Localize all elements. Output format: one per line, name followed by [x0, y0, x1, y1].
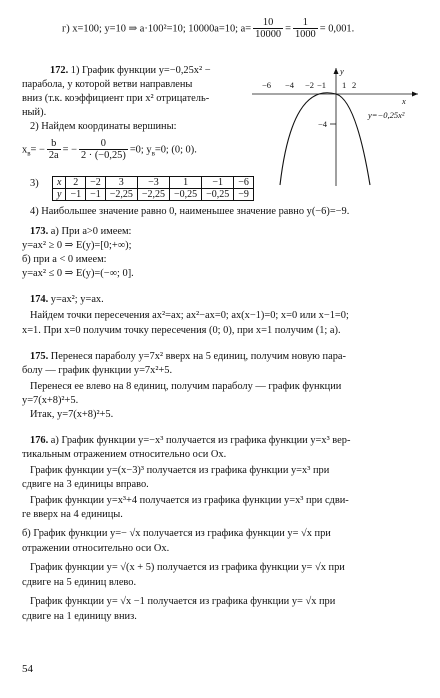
p176-line9: График функции y= √(x + 5) получается из графика функции y= √x при: [30, 562, 345, 573]
p174-line3: x=1. При x=0 получим точку пересечения (0; 0), при x=1 получим (1; a).: [22, 325, 341, 336]
vertex-formula: $x_в=$ − $\frac{b}{2a}$ = − $\frac{0}{2 \cdot (-0,25)}$ =0; $y_в=0$; (0; 0).: [22, 138, 197, 162]
p175-line4: y=7(x+8)²+5.: [22, 395, 79, 406]
problem-number: 174.: [30, 294, 49, 305]
problem-number: 172.: [50, 65, 69, 76]
line-g-pre: г) x=100; y=10 ⇒ a·100²=10; 10000a=10; a=: [62, 23, 252, 35]
p176-line6: ге вверх на 4 единицы.: [22, 509, 123, 520]
p176-line7: б) График функции y=− √x получается из графика функции y= √x при: [22, 528, 331, 539]
y-axis-arrow: [334, 68, 339, 74]
x-tick-label: −6: [262, 80, 272, 90]
fraction-1: $\frac{10}{10000}$: [255, 17, 282, 41]
p172-item3-label: 3): [30, 178, 39, 189]
p176-line11: График функции y= √x −1 получается из графика функции y= √x при: [30, 596, 336, 607]
p172-line2: парабола, у которой ветви направлены: [22, 79, 193, 90]
p176-line1: 176. а) График функции y=−x³ получается из графика функции y=x³ вер-: [30, 435, 351, 446]
p176-line3: График функции y=(x−3)³ получается из графика функции y=x³ при: [30, 465, 330, 476]
p176-line4: сдвиге на 3 единицы вправо.: [22, 479, 149, 490]
line-g: г) x=100; y=10 ⇒ a·100²=10; 10000a=10; a= $\frac{10}{10000}$ = $\frac{1}{1000}$ = 0,001.: [62, 17, 355, 41]
problem-number: 175.: [30, 351, 49, 362]
parabola-curve: [280, 93, 370, 185]
p176-line5: График функции y=x³+4 получается из графика функции y=x³ при сдви-: [30, 495, 349, 506]
p173-line2: y=ax² ≥ 0 ⇒ E(y)=[0;+∞);: [22, 240, 132, 251]
p176-line12: сдвиге на 1 единицу вниз.: [22, 611, 137, 622]
x-tick-label: −4: [285, 80, 295, 90]
fraction-2: $\frac{1}{1000}$: [294, 17, 316, 41]
x-axis-label: x: [402, 96, 406, 106]
parabola-graph: [252, 66, 420, 186]
page-number: 54: [22, 663, 33, 675]
p176-line2: тикальным отражением относительно оси Ox.: [22, 449, 227, 460]
x-tick-label: 1: [342, 80, 347, 90]
values-table: [52, 176, 254, 201]
y-tick-label: −4: [318, 119, 328, 129]
x-axis-arrow: [412, 92, 418, 97]
p172-line5: 2) Найдем координаты вершины:: [30, 121, 177, 132]
p172-line1: 172. 1) График функции y=−0,25x² −: [50, 65, 211, 76]
p175-line5: Итак, y=7(x+8)²+5.: [30, 409, 114, 420]
p173-line1: 173. а) При a>0 имеем:: [30, 226, 132, 237]
p175-line1: 175. Перенеся параболу y=7x² вверх на 5 единиц, получим новую пара-: [30, 351, 346, 362]
p175-line2: болу — график функции y=7x²+5.: [22, 365, 173, 376]
table-row: y −1 −1 −2,25 −2,25 −0,25 −0,25 −9: [53, 189, 254, 201]
x-tick-label: −2: [305, 80, 315, 90]
p174-line2: Найдем точки пересечения ax²=ax; ax²−ax=0; ax(x−1)=0; x=0 или x−1=0;: [30, 310, 349, 321]
table-row: x 2 −2 3 −3 1 −1 −6: [53, 177, 254, 189]
fraction-zero: $\frac{0}{2 \cdot (-0,25)}$: [80, 138, 126, 162]
p172-line4: ный).: [22, 107, 47, 118]
problem-number: 173.: [30, 226, 49, 237]
p176-line8: отражении относительно оси Ox.: [22, 543, 170, 554]
p172-line-4: 4) Наибольшее значение равно 0, наименьшее значение равно y(−6)=−9.: [30, 206, 350, 217]
p173-line3: б) при a < 0 имеем:: [22, 254, 107, 265]
fraction-b-2a: $\frac{b}{2a}$: [48, 138, 59, 162]
p172-line3: вниз (т.к. коэффициент при x² отрицатель-: [22, 93, 210, 104]
problem-number: 176.: [30, 435, 49, 446]
y-axis-label: y: [340, 66, 344, 76]
p174-line1: 174. y=ax²; y=ax.: [30, 294, 104, 305]
x-tick-label: −1: [317, 80, 327, 90]
p175-line3: Перенеся ее влево на 8 единиц, получим параболу — график функции: [30, 381, 342, 392]
p176-line10: сдвиге на 5 единиц влево.: [22, 577, 137, 588]
x-tick-label: 2: [352, 80, 357, 90]
curve-label: y=−0,25x²: [368, 110, 405, 120]
p173-line4: y=ax² ≤ 0 ⇒ E(y)=(−∞; 0].: [22, 268, 134, 279]
